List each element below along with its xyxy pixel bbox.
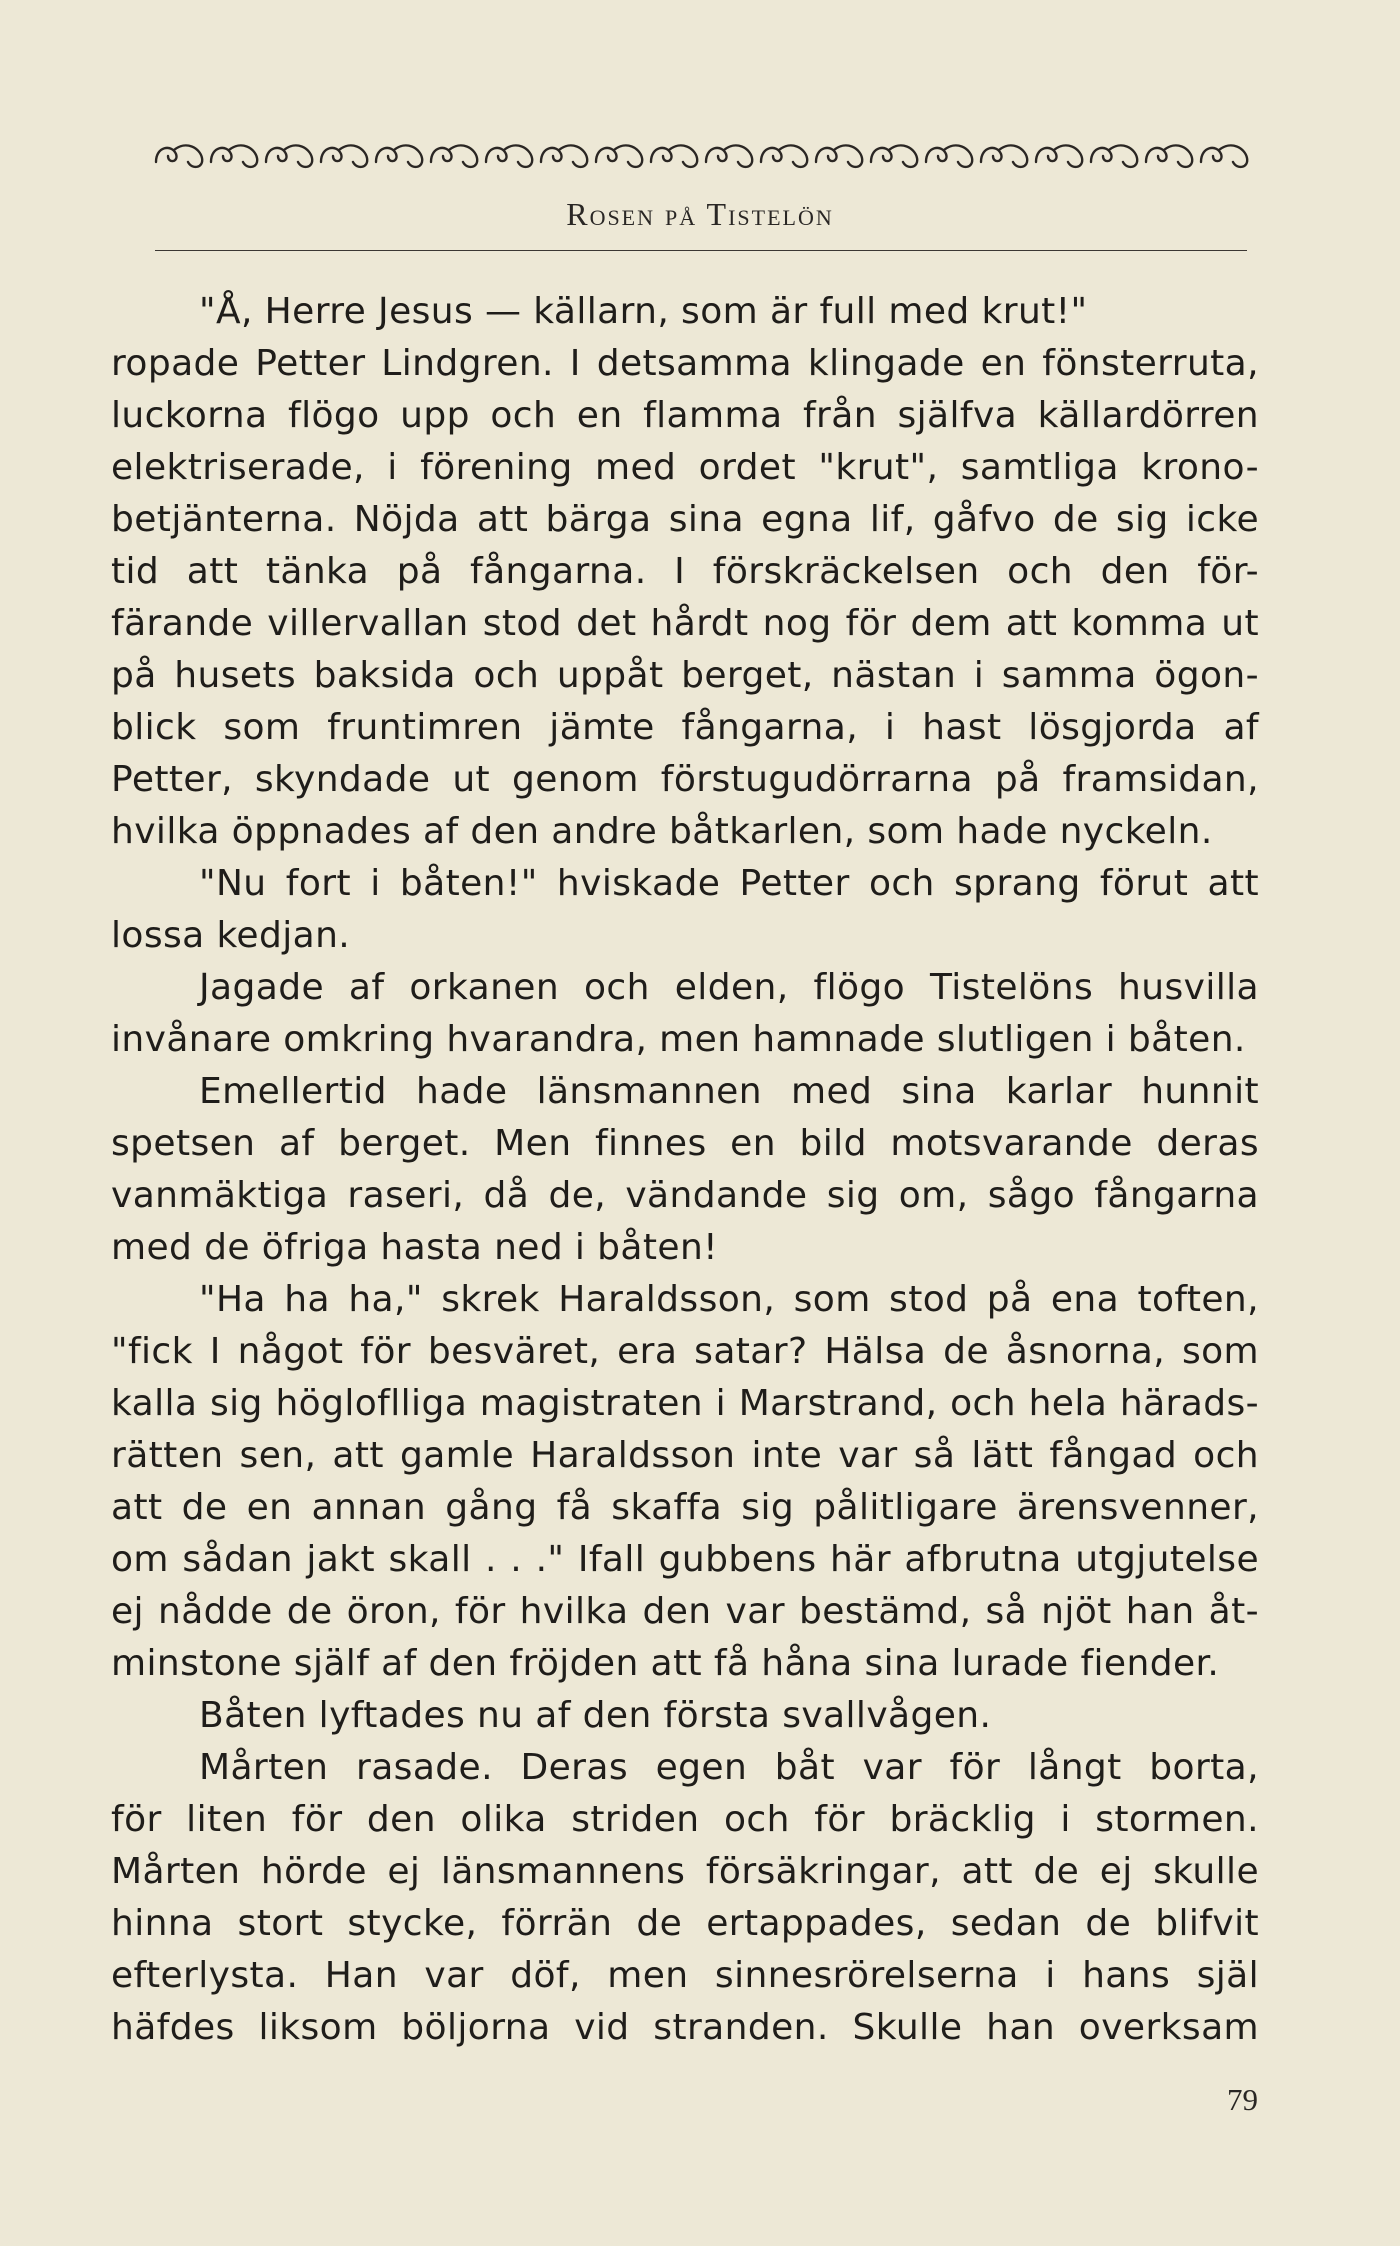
text-line: hinna stort stycke, förrän de ertappades, sedan de blifvit (111, 1903, 1259, 1944)
text-line: på husets baksida och uppåt berget, nästan i samma ögon- (111, 655, 1259, 696)
ornament-scroll (431, 145, 477, 167)
text-line: blick som fruntimren jämte fångarna, i hast lösgjorda af (111, 707, 1259, 748)
text-line: färande villervallan stod det hårdt nog för dem att komma ut (111, 603, 1259, 644)
text-line: rätten sen, att gamle Haraldsson inte var så lätt fångad och (111, 1435, 1259, 1476)
text-line: om sådan jakt skall . . ." Ifall gubbens här afbrutna utgjutelse (111, 1539, 1259, 1580)
text-line: med de öfriga hasta ned i båten! (111, 1227, 718, 1268)
ornament-scroll (596, 145, 642, 167)
text-line: Båten lyftades nu af den första svallvågen. (199, 1695, 992, 1736)
text-line: "Nu fort i båten!" hviskade Petter och sprang förut att (199, 863, 1259, 904)
text-line: lossa kedjan. (111, 915, 351, 956)
text-line: luckorna flögo upp och en flamma från själfva källardörren (111, 395, 1259, 436)
decorative-border-ornament (152, 136, 1252, 176)
text-line: betjänterna. Nöjda att bärga sina egna lif, gåfvo de sig icke (111, 499, 1259, 540)
ornament-scroll (816, 145, 862, 167)
text-line: "Ha ha ha," skrek Haraldsson, som stod på ena toften, (199, 1279, 1259, 1320)
ornament-scroll (266, 145, 312, 167)
ornament-scroll (211, 145, 257, 167)
ornament-scroll (981, 145, 1027, 167)
running-title: Rosen på Tistelön (566, 196, 834, 232)
text-line: att de en annan gång få skaffa sig pålitligare ärensvenner, (111, 1487, 1259, 1528)
ornament-scroll (1091, 145, 1137, 167)
ornament-scroll (376, 145, 422, 167)
text-line: ej nådde de öron, för hvilka den var bestämd, så njöt han åt- (111, 1591, 1259, 1632)
text-line: minstone själf af den fröjden att få håna sina lurade fiender. (111, 1643, 1220, 1684)
text-line: tid att tänka på fångarna. I förskräckelsen och den för- (111, 551, 1259, 592)
text-line: "Å, Herre Jesus — källarn, som är full med krut!" (199, 291, 1088, 332)
ornament-scroll (651, 145, 697, 167)
ornament-scroll (1036, 145, 1082, 167)
ornament-scroll (486, 145, 532, 167)
text-line: kalla sig högloflliga magistraten i Marstrand, och hela härads- (111, 1383, 1259, 1424)
text-line: ropade Petter Lindgren. I detsamma klingade en fönsterruta, (111, 343, 1259, 384)
text-line: häfdes liksom böljorna vid stranden. Skulle han overksam (111, 2007, 1259, 2048)
text-line: invånare omkring hvarandra, men hamnade slutligen i båten. (111, 1019, 1246, 1060)
text-line: spetsen af berget. Men finnes en bild motsvarande deras (111, 1123, 1259, 1164)
ornament-scroll (541, 145, 587, 167)
ornament-scroll (761, 145, 807, 167)
ornament-scroll (321, 145, 367, 167)
text-line: Petter, skyndade ut genom förstugudörrarna på framsidan, (111, 759, 1259, 800)
text-line: Mårten rasade. Deras egen båt var för långt borta, (199, 1747, 1259, 1788)
text-line: Jagade af orkanen och elden, flögo Tistelöns husvilla (199, 967, 1259, 1008)
ornament-scroll (871, 145, 917, 167)
text-line: hvilka öppnades af den andre båtkarlen, som hade nyckeln. (111, 811, 1213, 852)
text-line: efterlysta. Han var döf, men sinnesrörelserna i hans själ (111, 1955, 1259, 1996)
page-number: 79 (1227, 2082, 1258, 2117)
ornament-scroll (926, 145, 972, 167)
text-line: för liten för den olika striden och för bräcklig i stormen. (111, 1799, 1259, 1840)
header-rule (155, 250, 1247, 251)
ornament-scroll (1201, 145, 1247, 167)
ornament-scroll (156, 145, 202, 167)
body-text (111, 286, 1259, 2054)
ornament-scroll (706, 145, 752, 167)
text-line: "fick I något för besväret, era satar? Hälsa de åsnorna, som (111, 1331, 1259, 1372)
text-line: Mårten hörde ej länsmannens försäkringar, att de ej skulle (111, 1851, 1259, 1892)
text-line: elektriserade, i förening med ordet "krut", samtliga krono- (111, 447, 1259, 488)
text-line: Emellertid hade länsmannen med sina karlar hunnit (199, 1071, 1259, 1112)
text-line: vanmäktiga raseri, då de, vändande sig om, sågo fångarna (111, 1175, 1259, 1216)
ornament-scroll (1146, 145, 1192, 167)
